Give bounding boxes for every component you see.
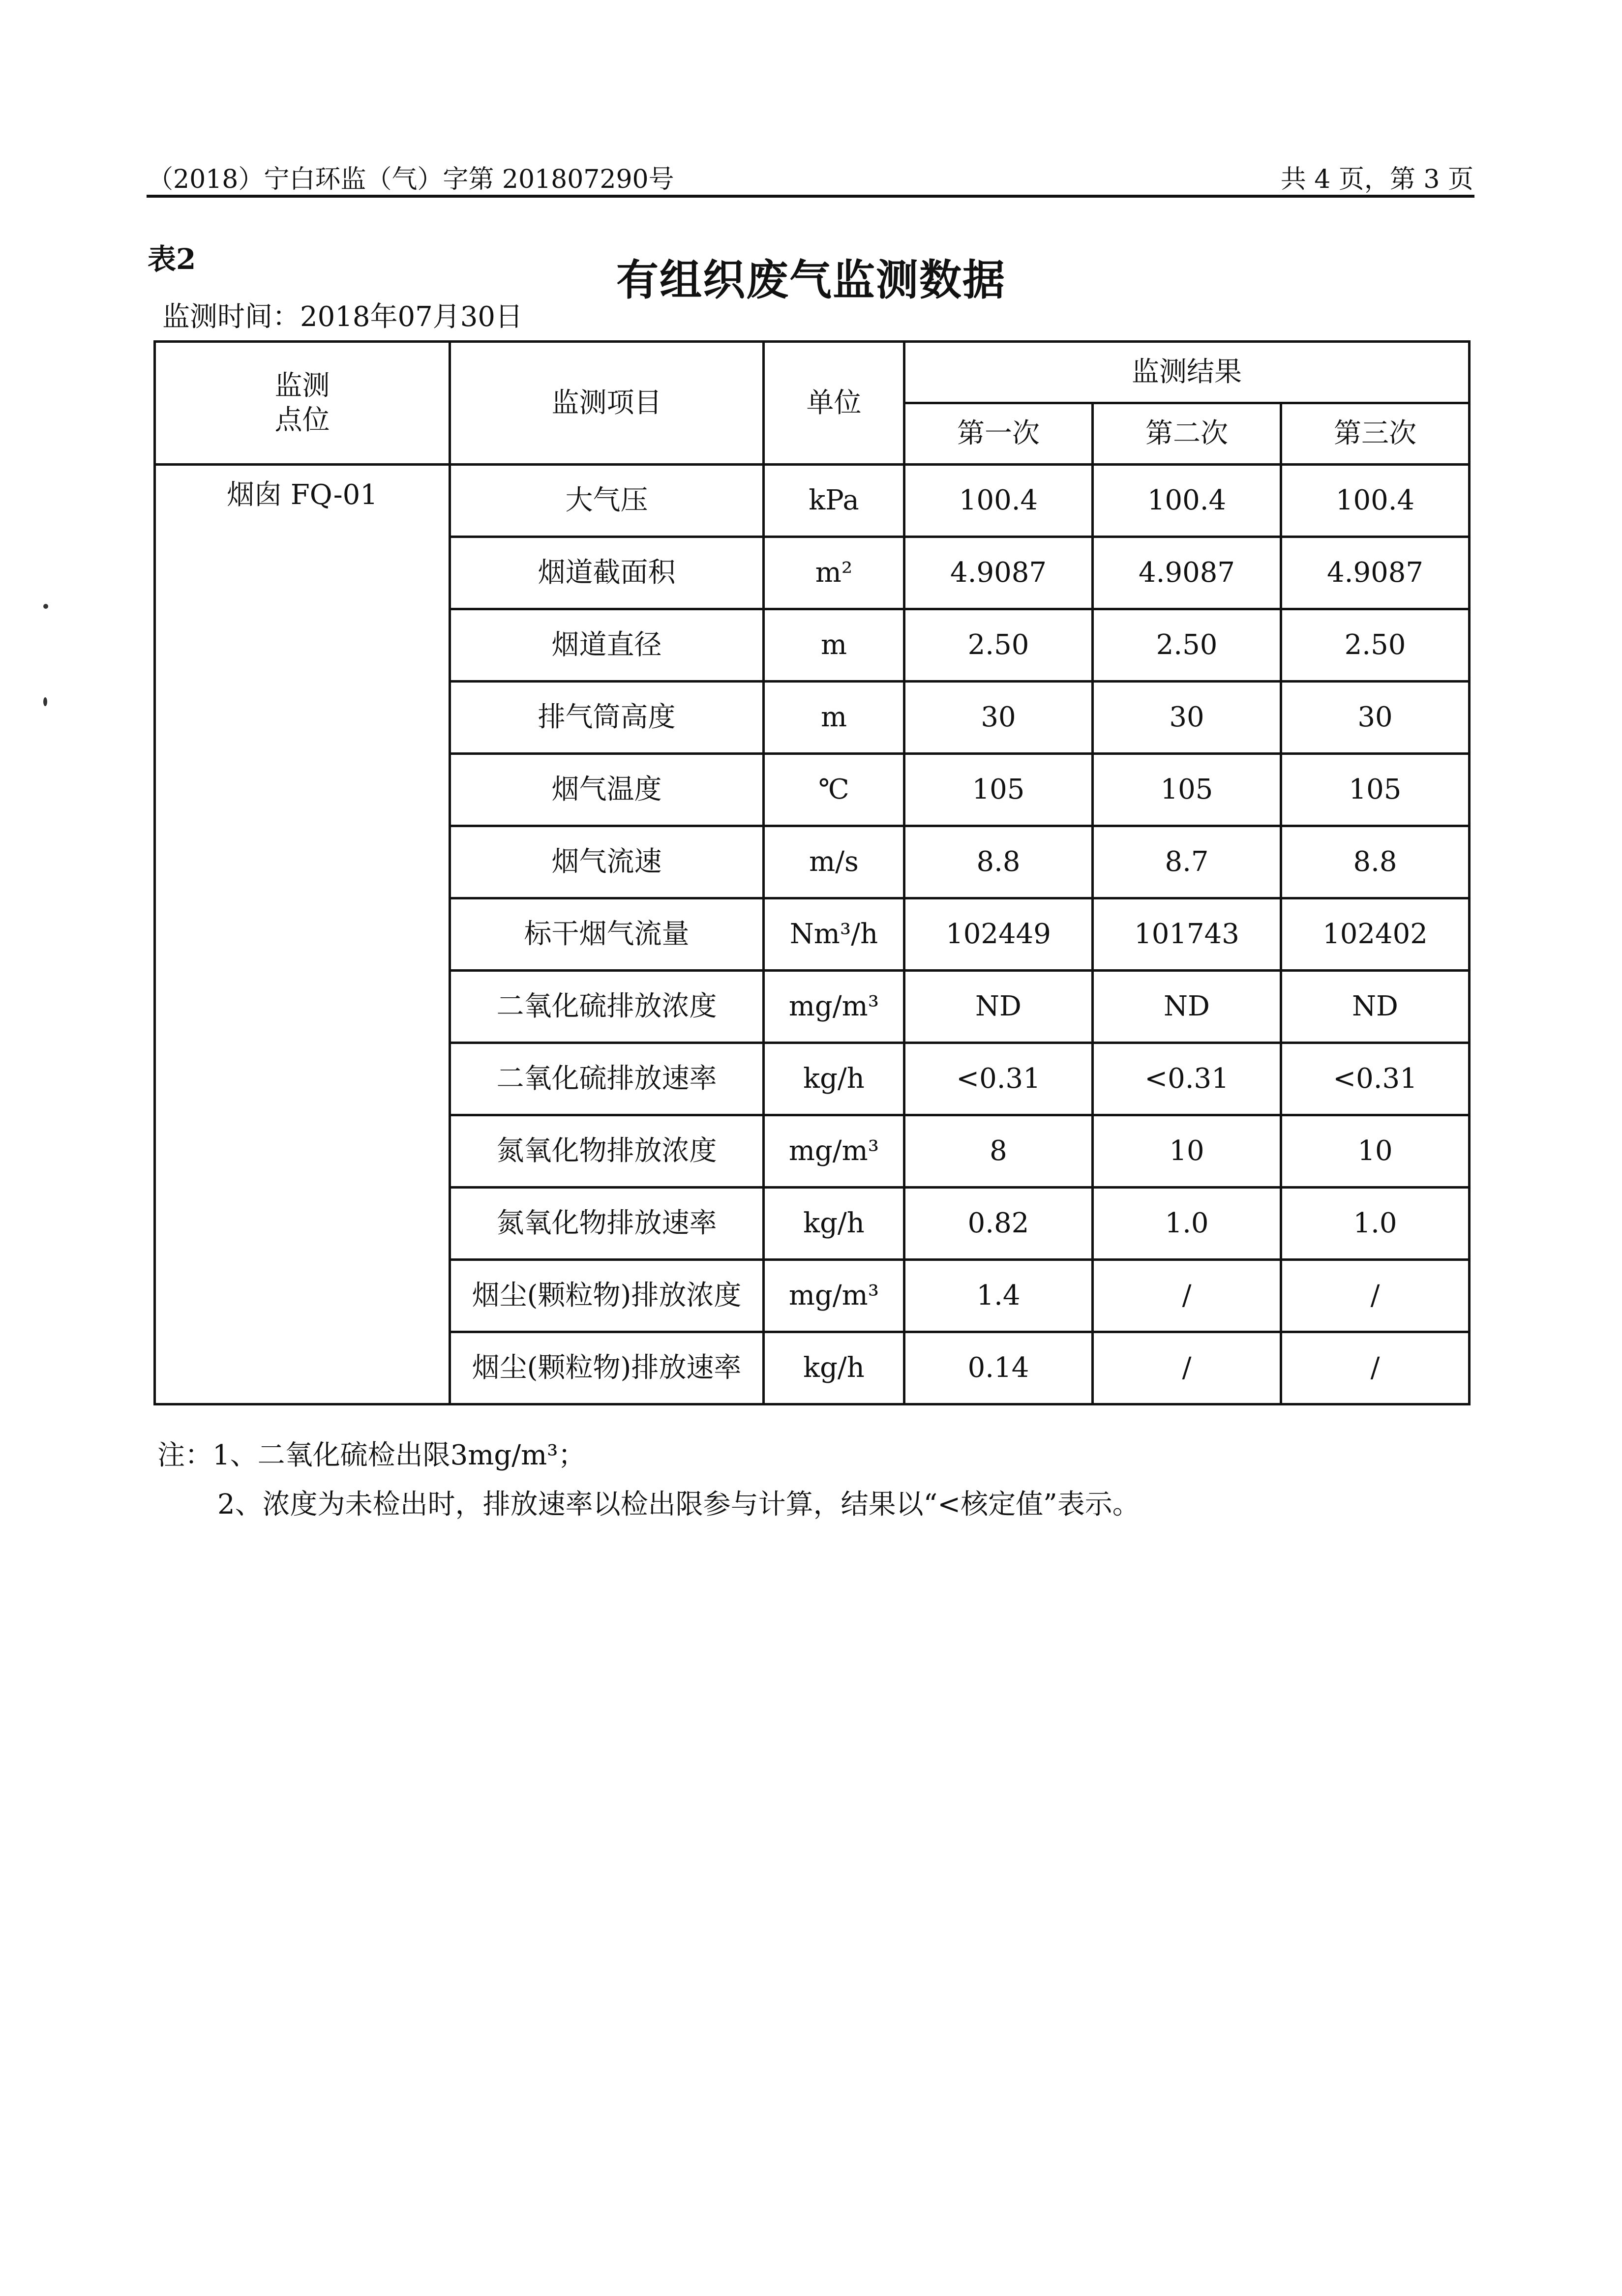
value-run-3: 2.50 (1281, 609, 1470, 682)
scan-speck (43, 697, 47, 706)
value-run-1: 8 (904, 1115, 1093, 1188)
header-site: 监测点位 (155, 342, 450, 465)
value-run-3: ND (1281, 971, 1470, 1043)
value-run-1: 105 (904, 754, 1093, 826)
value-run-2: ND (1093, 971, 1281, 1043)
value-run-3: 30 (1281, 682, 1470, 754)
item-cell: 烟尘(颗粒物)排放浓度 (450, 1260, 764, 1332)
value-run-2: <0.31 (1093, 1043, 1281, 1115)
table-row (155, 465, 1470, 537)
value-run-3: 105 (1281, 754, 1470, 826)
table-body (155, 465, 1470, 1404)
unit-cell: m (764, 609, 904, 682)
unit-cell: kg/h (764, 1332, 904, 1404)
item-cell: 烟道直径 (450, 609, 764, 682)
item-cell: 烟道截面积 (450, 537, 764, 609)
value-run-3: / (1281, 1260, 1470, 1332)
report-number: （2018）宁白环监（气）字第 201807290号 (148, 165, 674, 194)
item-cell: 排气筒高度 (450, 682, 764, 754)
note-2: 2、浓度为未检出时，排放速率以检出限参与计算，结果以“<核定值”表示。 (217, 1489, 1140, 1521)
note-1: 注：1、二氧化硫检出限3mg/m³； (157, 1439, 586, 1471)
value-run-1: 0.82 (904, 1188, 1093, 1260)
header-run-1: 第一次 (904, 403, 1093, 465)
value-run-2: / (1093, 1332, 1281, 1404)
value-run-3: 100.4 (1281, 465, 1470, 537)
value-run-3: / (1281, 1332, 1470, 1404)
value-run-2: 100.4 (1093, 465, 1281, 537)
unit-cell: mg/m³ (764, 971, 904, 1043)
header-run-3: 第三次 (1281, 403, 1470, 465)
value-run-1: 102449 (904, 898, 1093, 971)
value-run-1: ND (904, 971, 1093, 1043)
value-run-2: 101743 (1093, 898, 1281, 971)
value-run-1: 4.9087 (904, 537, 1093, 609)
value-run-1: 2.50 (904, 609, 1093, 682)
page-indicator: 共 4 页，第 3 页 (1280, 165, 1473, 194)
item-cell: 烟尘(颗粒物)排放速率 (450, 1332, 764, 1404)
value-run-1: 100.4 (904, 465, 1093, 537)
unit-cell: mg/m³ (764, 1115, 904, 1188)
header-run-2: 第二次 (1093, 403, 1281, 465)
item-cell: 烟气温度 (450, 754, 764, 826)
value-run-1: 0.14 (904, 1332, 1093, 1404)
value-run-1: 30 (904, 682, 1093, 754)
value-run-1: 1.4 (904, 1260, 1093, 1332)
header-item: 监测项目 (450, 342, 764, 465)
item-cell: 标干烟气流量 (450, 898, 764, 971)
item-cell: 二氧化硫排放浓度 (450, 971, 764, 1043)
unit-cell: kPa (764, 465, 904, 537)
item-cell: 二氧化硫排放速率 (450, 1043, 764, 1115)
header-divider (147, 195, 1474, 198)
value-run-3: 102402 (1281, 898, 1470, 971)
item-cell: 烟气流速 (450, 826, 764, 898)
value-run-2: 105 (1093, 754, 1281, 826)
table-label: 表2 (148, 242, 196, 276)
unit-cell: mg/m³ (764, 1260, 904, 1332)
header-unit: 单位 (764, 342, 904, 465)
monitoring-table (153, 340, 1471, 1405)
value-run-3: 8.8 (1281, 826, 1470, 898)
unit-cell: m (764, 682, 904, 754)
unit-cell: kg/h (764, 1043, 904, 1115)
value-run-1: <0.31 (904, 1043, 1093, 1115)
scan-speck (43, 604, 48, 609)
page-title: 有组织废气监测数据 (616, 255, 1006, 305)
value-run-2: 10 (1093, 1115, 1281, 1188)
monitor-time: 监测时间：2018年07月30日 (162, 301, 523, 333)
value-run-2: 1.0 (1093, 1188, 1281, 1260)
value-run-2: 8.7 (1093, 826, 1281, 898)
unit-cell: m/s (764, 826, 904, 898)
value-run-2: 4.9087 (1093, 537, 1281, 609)
value-run-3: <0.31 (1281, 1043, 1470, 1115)
value-run-2: 2.50 (1093, 609, 1281, 682)
value-run-3: 1.0 (1281, 1188, 1470, 1260)
item-cell: 氮氧化物排放速率 (450, 1188, 764, 1260)
site-cell: 烟囱 FQ-01 (155, 465, 450, 1404)
unit-cell: kg/h (764, 1188, 904, 1260)
header-result: 监测结果 (904, 342, 1470, 403)
value-run-2: / (1093, 1260, 1281, 1332)
item-cell: 氮氧化物排放浓度 (450, 1115, 764, 1188)
unit-cell: ℃ (764, 754, 904, 826)
value-run-1: 8.8 (904, 826, 1093, 898)
item-cell: 大气压 (450, 465, 764, 537)
unit-cell: m² (764, 537, 904, 609)
notes (157, 1431, 1140, 1529)
unit-cell: Nm³/h (764, 898, 904, 971)
value-run-2: 30 (1093, 682, 1281, 754)
value-run-3: 10 (1281, 1115, 1470, 1188)
value-run-3: 4.9087 (1281, 537, 1470, 609)
